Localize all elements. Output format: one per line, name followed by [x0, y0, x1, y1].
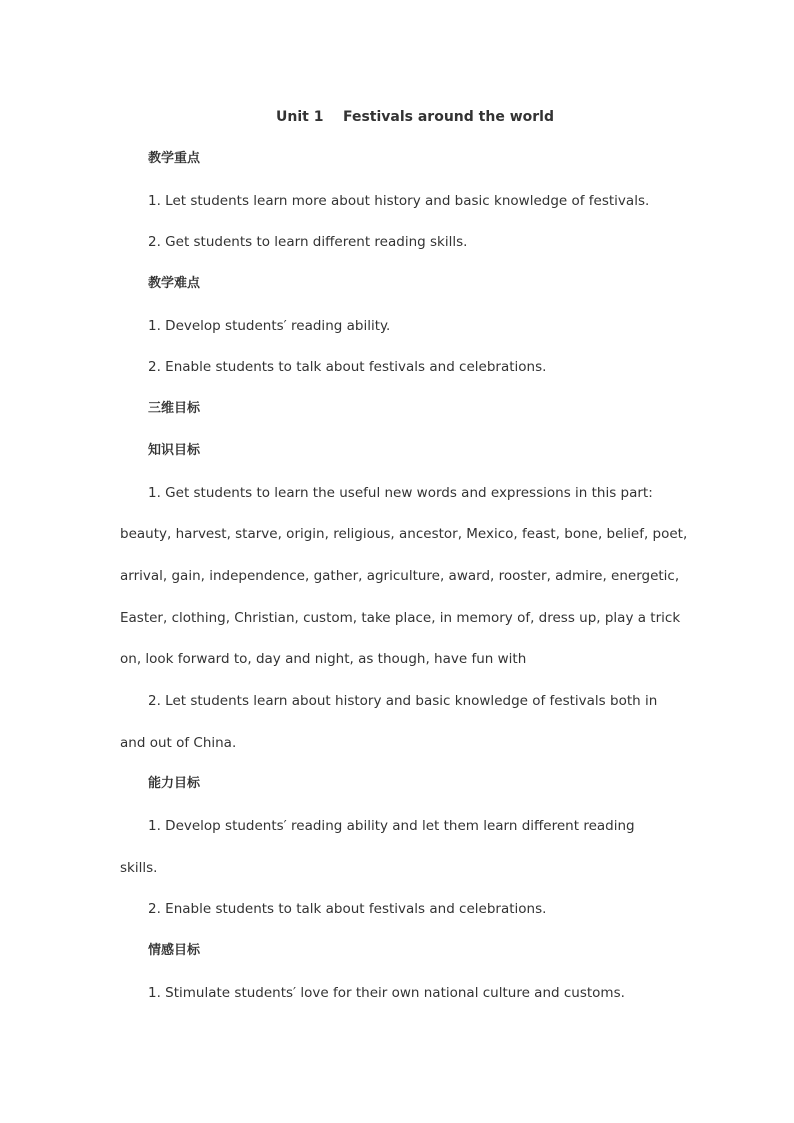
paragraph-line: 2. Get students to learn different reading skills. [148, 234, 468, 251]
document-body [120, 149, 688, 1024]
paragraph-line: 2. Enable students to talk about festivals and celebrations. [148, 359, 547, 376]
section-heading-three-dimensional-goals: 三维目标 [148, 401, 201, 417]
paragraph-continuation-line: on, look forward to, day and night, as though, have fun with [120, 651, 527, 668]
paragraph-continuation-line: beauty, harvest, starve, origin, religious, ancestor, Mexico, feast, bone, belief, poet, [120, 526, 688, 543]
section-heading-ability-goals: 能力目标 [148, 776, 201, 792]
paragraph-line: 1. Develop students′ reading ability. [148, 317, 391, 334]
paragraph-continuation-line: skills. [120, 859, 158, 876]
paragraph-continuation-line: and out of China. [120, 734, 237, 751]
paragraph-line: 1. Stimulate students′ love for their own national culture and customs. [148, 984, 625, 1001]
section-heading-teaching-focus: 教学重点 [148, 151, 201, 166]
paragraph-line: 1. Let students learn more about history and basic knowledge of festivals. [148, 192, 650, 209]
section-heading-emotional-goals: 情感目标 [148, 943, 201, 959]
section-heading-knowledge-goals: 知识目标 [148, 442, 201, 458]
paragraph-line: 2. Enable students to talk about festivals and celebrations. [148, 901, 547, 918]
paragraph-line: 2. Let students learn about history and basic knowledge of festivals both in [148, 692, 658, 709]
section-heading-teaching-difficulty: 教学难点 [148, 276, 201, 292]
paragraph-line: 1. Get students to learn the useful new words and expressions in this part: [148, 484, 653, 501]
paragraph-continuation-line: Easter, clothing, Christian, custom, take place, in memory of, dress up, play a trick [120, 609, 681, 626]
document-title: Unit 1 Festivals around the world [276, 109, 554, 125]
paragraph-continuation-line: arrival, gain, independence, gather, agriculture, award, rooster, admire, energetic, [120, 567, 680, 584]
paragraph-line: 1. Develop students′ reading ability and let them learn different reading [148, 818, 635, 834]
